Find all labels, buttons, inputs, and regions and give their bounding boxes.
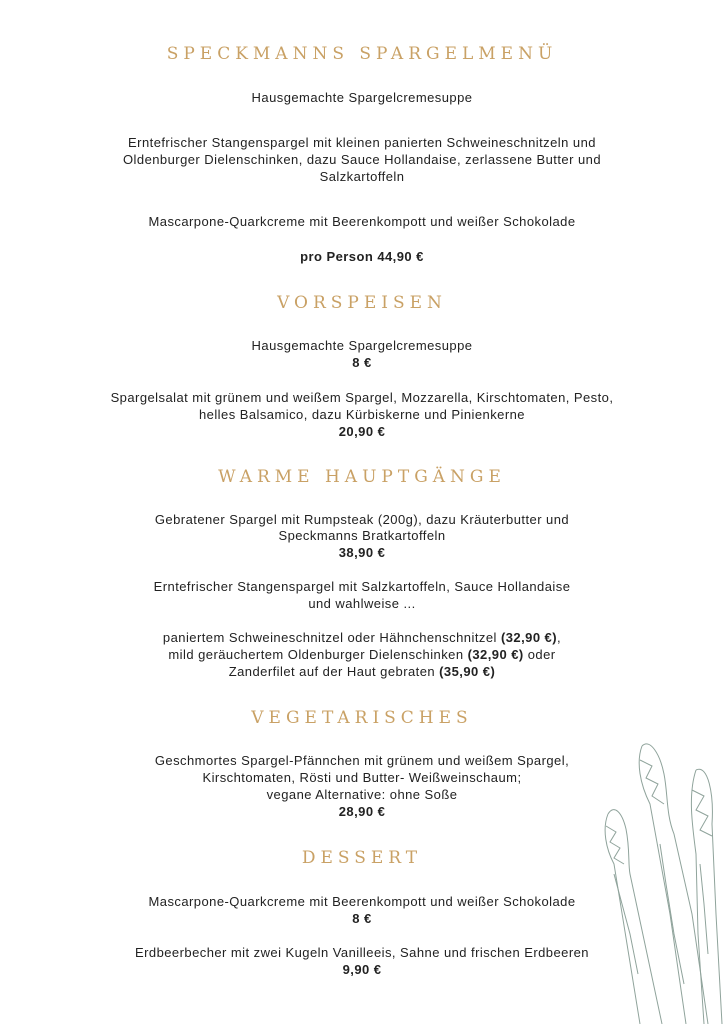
item-price: 38,90 € <box>338 545 386 560</box>
item-price: 9,90 € <box>342 962 382 977</box>
option-line <box>0 663 724 680</box>
item-description: vegane Alternative: ohne Soße <box>266 787 458 802</box>
option-price: (32,90 €) <box>500 630 558 645</box>
menu-course-main: Oldenburger Dielenschinken, dazu Sauce Hollandaise, zerlassene Butter und <box>122 152 601 167</box>
heading-dessert: DESSERT <box>301 848 423 868</box>
asparagus-spear-right <box>691 769 722 1024</box>
item-description: Erdbeerbecher mit zwei Kugeln Vanilleeis, Sahne und frischen Erdbeeren <box>134 945 589 960</box>
item-description: helles Balsamico, dazu Kürbiskerne und Pinienkerne <box>198 407 525 422</box>
option-line <box>0 629 724 646</box>
asparagus-illustration <box>600 734 724 1024</box>
option-text: oder <box>523 647 556 662</box>
item-description: Kirschtomaten, Rösti und Butter- Weißweinschaum; <box>202 770 522 785</box>
item-price: 20,90 € <box>338 424 386 439</box>
item-description: Speckmanns Bratkartoffeln <box>278 528 446 543</box>
item-price: 28,90 € <box>338 804 386 819</box>
option-text: Zanderfilet auf der Haut gebraten <box>228 664 440 679</box>
option-text: , <box>557 630 562 645</box>
option-text: mild geräuchertem Oldenburger Dielenschinken <box>168 647 468 662</box>
item-description: und wahlweise ... <box>308 596 416 611</box>
item-price: 8 € <box>352 911 372 926</box>
menu-title: SPECKMANNS SPARGELMENÜ <box>166 44 558 64</box>
option-text: paniertem Schweineschnitzel oder Hähnchenschnitzel <box>162 630 501 645</box>
option-price: (32,90 €) <box>467 647 524 662</box>
menu-course-dessert: Mascarpone-Quarkcreme mit Beerenkompott und weißer Schokolade <box>148 214 576 229</box>
item-description: Erntefrischer Stangenspargel mit Salzkartoffeln, Sauce Hollandaise <box>153 579 571 594</box>
menu-course-main: Salzkartoffeln <box>319 169 405 184</box>
asparagus-spear-left <box>605 810 662 1024</box>
menu-course-soup: Hausgemachte Spargelcremesuppe <box>251 90 473 105</box>
heading-vegetarisches: VEGETARISCHES <box>251 708 473 728</box>
item-description: Spargelsalat mit grünem und weißem Spargel, Mozzarella, Kirschtomaten, Pesto, <box>110 390 614 405</box>
option-line <box>0 646 724 663</box>
menu-price: pro Person 44,90 € <box>300 249 424 264</box>
menu-course-main: Erntefrischer Stangenspargel mit kleinen panierten Schweineschnitzeln und <box>128 135 596 150</box>
asparagus-spear-middle <box>639 744 708 1024</box>
item-price: 8 € <box>352 355 372 370</box>
heading-hauptgaenge: WARME HAUPTGÄNGE <box>218 467 506 487</box>
item-description: Mascarpone-Quarkcreme mit Beerenkompott und weißer Schokolade <box>148 894 576 909</box>
option-price: (35,90 €) <box>439 664 496 679</box>
item-description: Gebratener Spargel mit Rumpsteak (200g), dazu Kräuterbutter und <box>154 512 570 527</box>
heading-vorspeisen: VORSPEISEN <box>277 293 447 313</box>
item-description: Geschmortes Spargel-Pfännchen mit grünem und weißem Spargel, <box>154 753 570 768</box>
item-description: Hausgemachte Spargelcremesuppe <box>251 338 473 353</box>
